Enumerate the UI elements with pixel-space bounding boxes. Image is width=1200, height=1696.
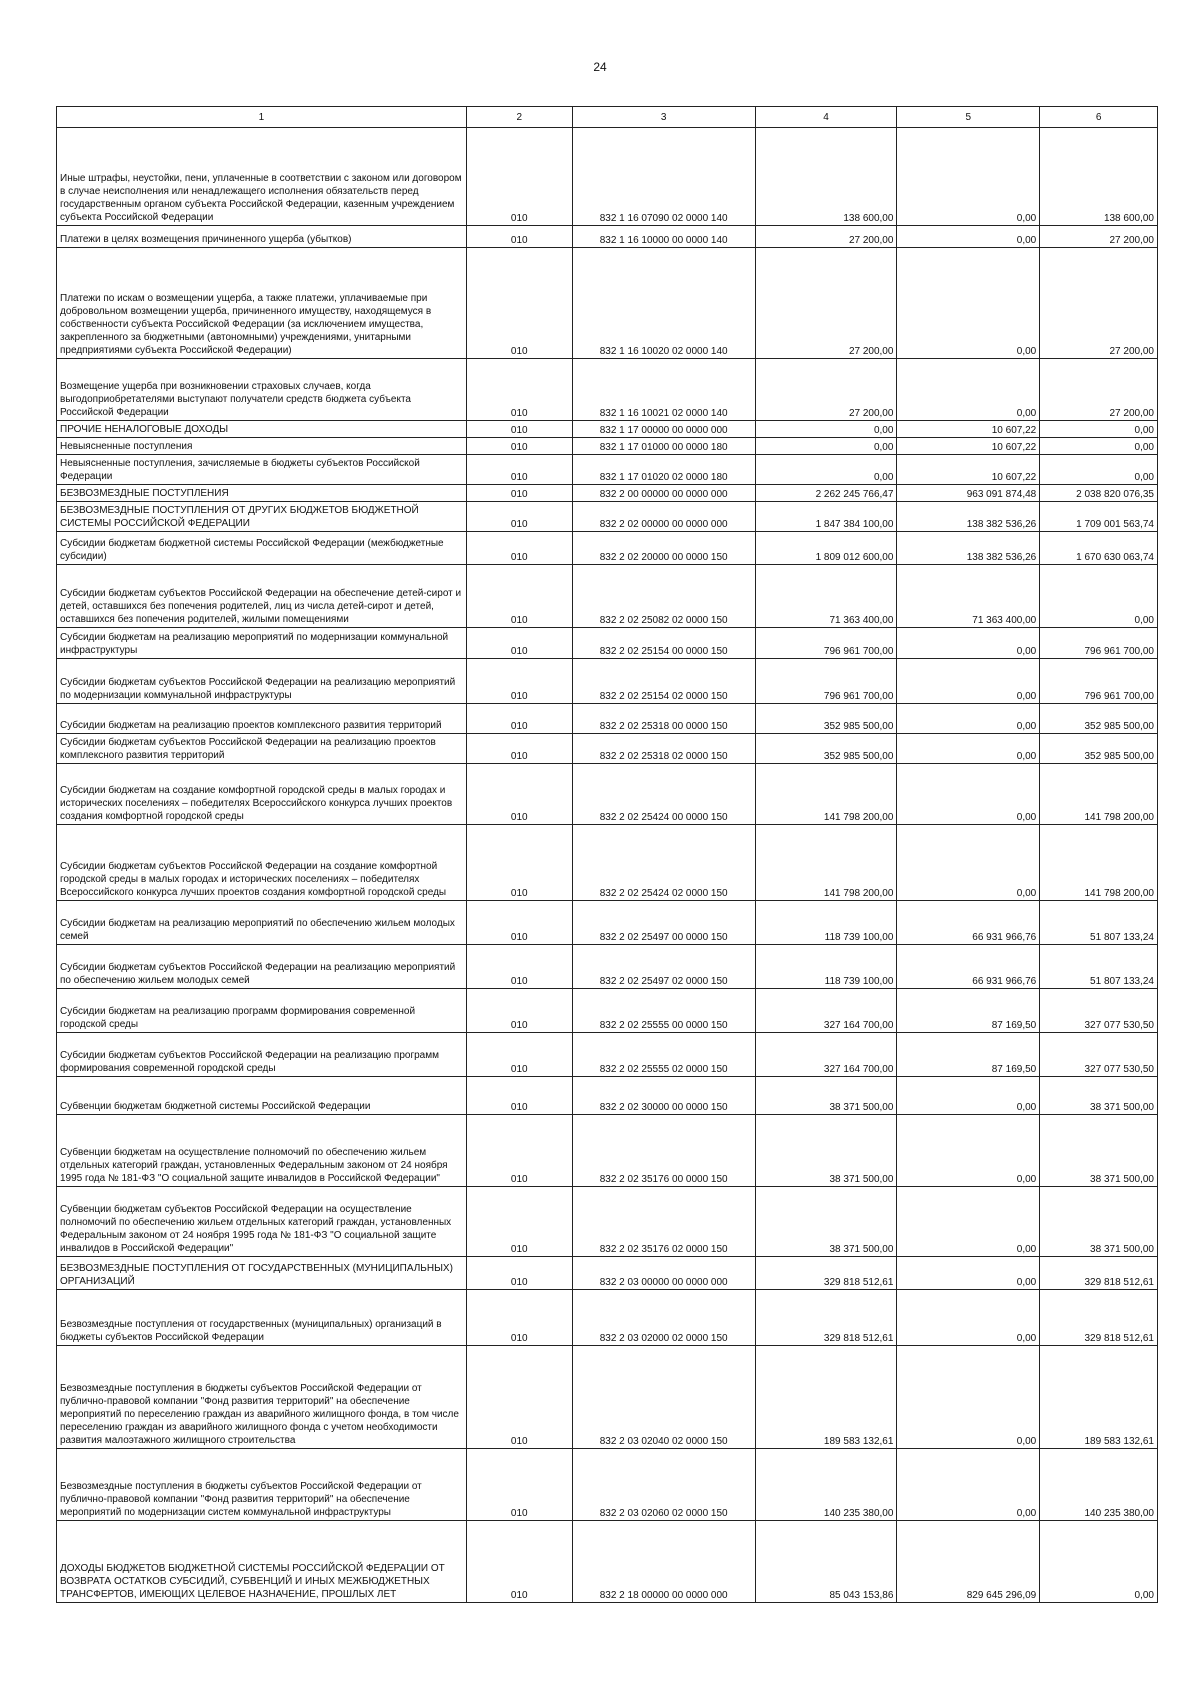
table-row <box>57 1077 1158 1115</box>
row-name: Субвенции бюджетам бюджетной системы Российской Федерации <box>57 1077 467 1115</box>
row-col6: 140 235 380,00 <box>1040 1449 1158 1521</box>
row-col6: 189 583 132,61 <box>1040 1346 1158 1449</box>
row-col5: 0,00 <box>897 248 1040 359</box>
row-code: 010 <box>466 945 572 989</box>
row-kbk: 832 2 02 25497 00 0000 150 <box>572 901 755 945</box>
table-row <box>57 455 1158 485</box>
row-col5: 0,00 <box>897 659 1040 704</box>
table-row <box>57 226 1158 248</box>
row-col6: 0,00 <box>1040 565 1158 628</box>
row-name: БЕЗВОЗМЕЗДНЫЕ ПОСТУПЛЕНИЯ <box>57 485 467 502</box>
row-col4: 141 798 200,00 <box>755 825 897 901</box>
row-col6: 138 600,00 <box>1040 128 1158 226</box>
row-code: 010 <box>466 659 572 704</box>
row-col5: 66 931 966,76 <box>897 901 1040 945</box>
row-col5: 138 382 536,26 <box>897 502 1040 532</box>
row-col6: 38 371 500,00 <box>1040 1115 1158 1187</box>
table-row <box>57 659 1158 704</box>
row-col6: 51 807 133,24 <box>1040 901 1158 945</box>
row-name: Субсидии бюджетам субъектов Российской Федерации на реализацию программ формирования современной городской среды <box>57 1033 467 1077</box>
row-code: 010 <box>466 485 572 502</box>
row-col6: 0,00 <box>1040 455 1158 485</box>
row-col6: 796 961 700,00 <box>1040 659 1158 704</box>
table-row <box>57 764 1158 825</box>
row-code: 010 <box>466 989 572 1033</box>
revenue-table <box>56 106 1158 1603</box>
row-name: Платежи по искам о возмещении ущерба, а также платежи, уплачиваемые при добровольном возмещении ущерба, причиненного имуществу, находящемуся в собственности субъекта Российской Федерации (за исключением имущества, закрепленного за бюджетными (автономными) учреждениями, унитарными предприятиями субъекта Российской Федерации) <box>57 248 467 359</box>
row-col6: 38 371 500,00 <box>1040 1077 1158 1115</box>
row-col5: 0,00 <box>897 734 1040 764</box>
column-header: 2 <box>466 107 572 128</box>
column-header: 5 <box>897 107 1040 128</box>
row-name: Иные штрафы, неустойки, пени, уплаченные в соответствии с законом или договором в случае неисполнения или ненадлежащего исполнения обязательств перед государственным органом субъекта Российской Федерации, казенным учреждением субъекта Российской Федерации <box>57 128 467 226</box>
row-kbk: 832 2 02 25318 02 0000 150 <box>572 734 755 764</box>
row-code: 010 <box>466 734 572 764</box>
row-name: Безвозмездные поступления от государственных (муниципальных) организаций в бюджеты субъектов Российской Федерации <box>57 1290 467 1346</box>
row-col6: 27 200,00 <box>1040 226 1158 248</box>
row-code: 010 <box>466 1077 572 1115</box>
row-name: Возмещение ущерба при возникновении страховых случаев, когда выгодоприобретателями выступают получатели средств бюджета субъекта Российской Федерации <box>57 359 467 421</box>
row-code: 010 <box>466 421 572 438</box>
row-col4: 796 961 700,00 <box>755 628 897 659</box>
table-row <box>57 734 1158 764</box>
row-col5: 71 363 400,00 <box>897 565 1040 628</box>
table-row <box>57 359 1158 421</box>
row-code: 010 <box>466 248 572 359</box>
row-col4: 352 985 500,00 <box>755 704 897 734</box>
table-row <box>57 945 1158 989</box>
row-col4: 27 200,00 <box>755 226 897 248</box>
row-code: 010 <box>466 359 572 421</box>
column-header: 1 <box>57 107 467 128</box>
row-name: Субвенции бюджетам субъектов Российской Федерации на осуществление полномочий по обеспечению жильем отдельных категорий граждан, установленных Федеральным законом от 24 ноября 1995 года № 181-ФЗ "О социальной защите инвалидов в Российской Федерации" <box>57 1187 467 1257</box>
row-kbk: 832 1 17 01020 02 0000 180 <box>572 455 755 485</box>
row-name: Субсидии бюджетам на реализацию мероприятий по обеспечению жильем молодых семей <box>57 901 467 945</box>
row-kbk: 832 2 18 00000 00 0000 000 <box>572 1521 755 1603</box>
row-col5: 10 607,22 <box>897 455 1040 485</box>
table-row <box>57 989 1158 1033</box>
column-header: 3 <box>572 107 755 128</box>
table-row <box>57 1521 1158 1603</box>
row-col6: 329 818 512,61 <box>1040 1290 1158 1346</box>
row-kbk: 832 2 02 00000 00 0000 000 <box>572 502 755 532</box>
row-name: Субсидии бюджетам на реализацию мероприятий по модернизации коммунальной инфраструктуры <box>57 628 467 659</box>
row-col6: 796 961 700,00 <box>1040 628 1158 659</box>
row-col5: 0,00 <box>897 1077 1040 1115</box>
row-code: 010 <box>466 901 572 945</box>
row-col4: 327 164 700,00 <box>755 989 897 1033</box>
row-code: 010 <box>466 438 572 455</box>
row-col4: 141 798 200,00 <box>755 764 897 825</box>
table-header-row <box>57 107 1158 128</box>
row-kbk: 832 2 02 25154 02 0000 150 <box>572 659 755 704</box>
row-code: 010 <box>466 565 572 628</box>
row-col5: 0,00 <box>897 226 1040 248</box>
row-code: 010 <box>466 1115 572 1187</box>
row-name: Субсидии бюджетам субъектов Российской Федерации на реализацию мероприятий по обеспечению жильем молодых семей <box>57 945 467 989</box>
table-row <box>57 1033 1158 1077</box>
row-col4: 0,00 <box>755 455 897 485</box>
row-col6: 329 818 512,61 <box>1040 1257 1158 1290</box>
row-kbk: 832 2 03 02040 02 0000 150 <box>572 1346 755 1449</box>
row-name: Субсидии бюджетам субъектов Российской Федерации на реализацию проектов комплексного развития территорий <box>57 734 467 764</box>
table-row <box>57 421 1158 438</box>
column-header: 4 <box>755 107 897 128</box>
row-kbk: 832 2 02 25555 00 0000 150 <box>572 989 755 1033</box>
row-col4: 327 164 700,00 <box>755 1033 897 1077</box>
row-col6: 0,00 <box>1040 1521 1158 1603</box>
row-kbk: 832 2 02 25082 02 0000 150 <box>572 565 755 628</box>
row-col5: 829 645 296,09 <box>897 1521 1040 1603</box>
row-col4: 0,00 <box>755 421 897 438</box>
row-kbk: 832 2 02 30000 00 0000 150 <box>572 1077 755 1115</box>
row-code: 010 <box>466 532 572 565</box>
row-col5: 963 091 874,48 <box>897 485 1040 502</box>
row-kbk: 832 2 02 25424 02 0000 150 <box>572 825 755 901</box>
row-name: Платежи в целях возмещения причиненного ущерба (убытков) <box>57 226 467 248</box>
row-kbk: 832 2 02 25555 02 0000 150 <box>572 1033 755 1077</box>
row-kbk: 832 1 16 10021 02 0000 140 <box>572 359 755 421</box>
row-col6: 38 371 500,00 <box>1040 1187 1158 1257</box>
row-code: 010 <box>466 1521 572 1603</box>
row-name: Субсидии бюджетам на создание комфортной городской среды в малых городах и исторических поселениях – победителях Всероссийского конкурса лучших проектов создания комфортной городской среды <box>57 764 467 825</box>
table-row <box>57 565 1158 628</box>
table-row <box>57 1187 1158 1257</box>
row-kbk: 832 1 17 01000 00 0000 180 <box>572 438 755 455</box>
row-code: 010 <box>466 1033 572 1077</box>
row-col5: 0,00 <box>897 128 1040 226</box>
row-col6: 1 670 630 063,74 <box>1040 532 1158 565</box>
row-name: Субсидии бюджетам субъектов Российской Федерации на обеспечение детей-сирот и детей, оставшихся без попечения родителей, лиц из числа детей-сирот и детей, оставшихся без попечения родителей, жилыми помещениями <box>57 565 467 628</box>
row-col5: 138 382 536,26 <box>897 532 1040 565</box>
row-kbk: 832 2 00 00000 00 0000 000 <box>572 485 755 502</box>
row-kbk: 832 1 16 10000 00 0000 140 <box>572 226 755 248</box>
row-kbk: 832 2 02 25154 00 0000 150 <box>572 628 755 659</box>
row-name: ДОХОДЫ БЮДЖЕТОВ БЮДЖЕТНОЙ СИСТЕМЫ РОССИЙСКОЙ ФЕДЕРАЦИИ ОТ ВОЗВРАТА ОСТАТКОВ СУБСИДИЙ, СУБВЕНЦИЙ И ИНЫХ МЕЖБЮДЖЕТНЫХ ТРАНСФЕРТОВ, ИМЕЮЩИХ ЦЕЛЕВОЕ НАЗНАЧЕНИЕ, ПРОШЛЫХ ЛЕТ <box>57 1521 467 1603</box>
row-kbk: 832 2 02 35176 00 0000 150 <box>572 1115 755 1187</box>
row-col6: 0,00 <box>1040 438 1158 455</box>
row-kbk: 832 2 02 25497 02 0000 150 <box>572 945 755 989</box>
row-col4: 0,00 <box>755 438 897 455</box>
row-kbk: 832 2 02 35176 02 0000 150 <box>572 1187 755 1257</box>
row-col4: 1 847 384 100,00 <box>755 502 897 532</box>
row-name: Субсидии бюджетам на реализацию программ формирования современной городской среды <box>57 989 467 1033</box>
table-row <box>57 901 1158 945</box>
row-col5: 10 607,22 <box>897 438 1040 455</box>
row-col6: 352 985 500,00 <box>1040 704 1158 734</box>
row-col5: 0,00 <box>897 359 1040 421</box>
row-kbk: 832 1 16 10020 02 0000 140 <box>572 248 755 359</box>
row-code: 010 <box>466 1346 572 1449</box>
row-col4: 118 739 100,00 <box>755 945 897 989</box>
table-row <box>57 825 1158 901</box>
table-row <box>57 485 1158 502</box>
row-col5: 0,00 <box>897 1290 1040 1346</box>
row-col4: 85 043 153,86 <box>755 1521 897 1603</box>
row-name: Безвозмездные поступления в бюджеты субъектов Российской Федерации от публично-правовой компании "Фонд развития территорий" на обеспечение мероприятий по переселению граждан из аварийного жилищного фонда, в том числе переселению граждан из аварийного жилищного фонда с учетом необходимости развития малоэтажного жилищного строительства <box>57 1346 467 1449</box>
row-col5: 0,00 <box>897 1449 1040 1521</box>
table-row <box>57 1257 1158 1290</box>
row-col4: 38 371 500,00 <box>755 1187 897 1257</box>
row-col4: 27 200,00 <box>755 359 897 421</box>
row-col4: 2 262 245 766,47 <box>755 485 897 502</box>
row-col4: 140 235 380,00 <box>755 1449 897 1521</box>
row-code: 010 <box>466 226 572 248</box>
row-col4: 38 371 500,00 <box>755 1077 897 1115</box>
row-col5: 87 169,50 <box>897 989 1040 1033</box>
row-name: Субсидии бюджетам субъектов Российской Федерации на создание комфортной городской среды в малых городах и исторических поселениях – победителях Всероссийского конкурса лучших проектов создания комфортной городской среды <box>57 825 467 901</box>
row-kbk: 832 1 16 07090 02 0000 140 <box>572 128 755 226</box>
row-kbk: 832 1 17 00000 00 0000 000 <box>572 421 755 438</box>
row-col5: 0,00 <box>897 704 1040 734</box>
table-row <box>57 438 1158 455</box>
row-name: БЕЗВОЗМЕЗДНЫЕ ПОСТУПЛЕНИЯ ОТ ДРУГИХ БЮДЖЕТОВ БЮДЖЕТНОЙ СИСТЕМЫ РОССИЙСКОЙ ФЕДЕРАЦИИ <box>57 502 467 532</box>
row-name: Субсидии бюджетам на реализацию проектов комплексного развития территорий <box>57 704 467 734</box>
row-kbk: 832 2 03 02060 02 0000 150 <box>572 1449 755 1521</box>
row-code: 010 <box>466 1257 572 1290</box>
row-col6: 141 798 200,00 <box>1040 825 1158 901</box>
row-name: Субсидии бюджетам бюджетной системы Российской Федерации (межбюджетные субсидии) <box>57 532 467 565</box>
row-col4: 38 371 500,00 <box>755 1115 897 1187</box>
row-col6: 1 709 001 563,74 <box>1040 502 1158 532</box>
table-row <box>57 128 1158 226</box>
row-col5: 0,00 <box>897 1257 1040 1290</box>
row-code: 010 <box>466 1290 572 1346</box>
row-col4: 352 985 500,00 <box>755 734 897 764</box>
row-col6: 27 200,00 <box>1040 359 1158 421</box>
row-col4: 118 739 100,00 <box>755 901 897 945</box>
table-row <box>57 532 1158 565</box>
row-col4: 796 961 700,00 <box>755 659 897 704</box>
row-code: 010 <box>466 825 572 901</box>
row-col4: 138 600,00 <box>755 128 897 226</box>
row-col4: 27 200,00 <box>755 248 897 359</box>
row-col5: 0,00 <box>897 1187 1040 1257</box>
row-name: ПРОЧИЕ НЕНАЛОГОВЫЕ ДОХОДЫ <box>57 421 467 438</box>
table-row <box>57 1449 1158 1521</box>
row-name: Субвенции бюджетам на осуществление полномочий по обеспечению жильем отдельных категорий граждан, установленных Федеральным законом от 24 ноября 1995 года № 181-ФЗ "О социальной защите инвалидов в Российской Федерации" <box>57 1115 467 1187</box>
row-col4: 329 818 512,61 <box>755 1290 897 1346</box>
row-code: 010 <box>466 455 572 485</box>
table-row <box>57 628 1158 659</box>
row-col5: 0,00 <box>897 764 1040 825</box>
table-row <box>57 1115 1158 1187</box>
row-col6: 327 077 530,50 <box>1040 989 1158 1033</box>
row-name: БЕЗВОЗМЕЗДНЫЕ ПОСТУПЛЕНИЯ ОТ ГОСУДАРСТВЕННЫХ (МУНИЦИПАЛЬНЫХ) ОРГАНИЗАЦИЙ <box>57 1257 467 1290</box>
row-col4: 71 363 400,00 <box>755 565 897 628</box>
row-code: 010 <box>466 1187 572 1257</box>
row-kbk: 832 2 03 02000 02 0000 150 <box>572 1290 755 1346</box>
page-number: 24 <box>593 60 607 74</box>
row-col4: 1 809 012 600,00 <box>755 532 897 565</box>
table-row <box>57 502 1158 532</box>
row-col6: 2 038 820 076,35 <box>1040 485 1158 502</box>
table-row <box>57 1346 1158 1449</box>
row-col6: 352 985 500,00 <box>1040 734 1158 764</box>
row-col5: 0,00 <box>897 628 1040 659</box>
row-name: Невыясненные поступления, зачисляемые в бюджеты субъектов Российской Федерации <box>57 455 467 485</box>
row-col5: 87 169,50 <box>897 1033 1040 1077</box>
row-col5: 10 607,22 <box>897 421 1040 438</box>
row-code: 010 <box>466 628 572 659</box>
row-name: Безвозмездные поступления в бюджеты субъектов Российской Федерации от публично-правовой компании "Фонд развития территорий" на обеспечение мероприятий по модернизации систем коммунальной инфраструктуры <box>57 1449 467 1521</box>
row-col6: 51 807 133,24 <box>1040 945 1158 989</box>
row-name: Субсидии бюджетам субъектов Российской Федерации на реализацию мероприятий по модернизации коммунальной инфраструктуры <box>57 659 467 704</box>
row-col4: 329 818 512,61 <box>755 1257 897 1290</box>
row-col6: 27 200,00 <box>1040 248 1158 359</box>
row-col4: 189 583 132,61 <box>755 1346 897 1449</box>
row-col6: 0,00 <box>1040 421 1158 438</box>
table-row <box>57 704 1158 734</box>
row-kbk: 832 2 02 20000 00 0000 150 <box>572 532 755 565</box>
row-kbk: 832 2 03 00000 00 0000 000 <box>572 1257 755 1290</box>
column-header: 6 <box>1040 107 1158 128</box>
row-code: 010 <box>466 704 572 734</box>
row-col5: 0,00 <box>897 1115 1040 1187</box>
row-kbk: 832 2 02 25424 00 0000 150 <box>572 764 755 825</box>
row-code: 010 <box>466 764 572 825</box>
row-code: 010 <box>466 1449 572 1521</box>
row-kbk: 832 2 02 25318 00 0000 150 <box>572 704 755 734</box>
row-col5: 0,00 <box>897 1346 1040 1449</box>
table-row <box>57 248 1158 359</box>
row-code: 010 <box>466 502 572 532</box>
row-code: 010 <box>466 128 572 226</box>
row-col6: 327 077 530,50 <box>1040 1033 1158 1077</box>
row-col6: 141 798 200,00 <box>1040 764 1158 825</box>
row-name: Невыясненные поступления <box>57 438 467 455</box>
row-col5: 0,00 <box>897 825 1040 901</box>
table-row <box>57 1290 1158 1346</box>
row-col5: 66 931 966,76 <box>897 945 1040 989</box>
